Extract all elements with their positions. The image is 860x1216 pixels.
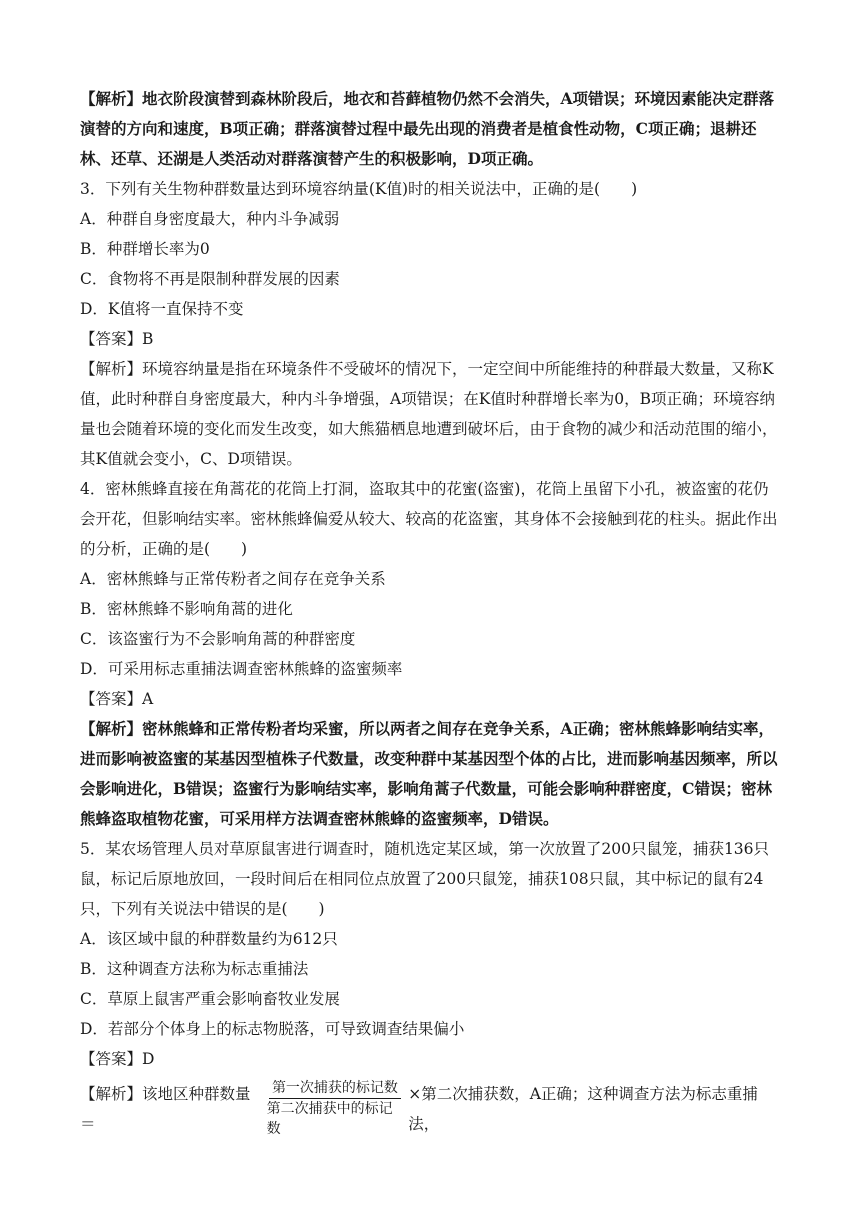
analysis-paragraph: 【解析】环境容纳量是指在环境条件不受破坏的情况下，一定空间中所能维持的种群最大数量，又称K值，此时种群自身密度最大，种内斗争增强，A项错误；在K值时种群增长率为0，B项正确；环境容纳量也会随着环境的变化而发生改变，如大熊猫栖息地遭到破坏后，由于食物的减少和活动范围的缩小，其K值就会变小，C、D项错误。 [80,360,778,468]
formula-tail: ×第二次捕获数，A正确；这种调查方法为标志重捕法， [408,1084,758,1133]
option-a: A．种群自身密度最大，种内斗争减弱 [80,210,340,228]
question-3: 3．下列有关生物种群数量达到环境容纳量(K值)时的相关说法中，正确的是( ) [80,180,638,198]
option-c: C．草原上鼠害严重会影响畜牧业发展 [80,990,340,1008]
option-c: C．该盗蜜行为不会影响角蒿的种群密度 [80,630,356,648]
question-4: 4．密林熊蜂直接在角蒿花的花筒上打洞，盗取其中的花蜜(盗蜜)，花筒上虽留下小孔，被盗蜜的花仍会开花，但影响结实率。密林熊蜂偏爱从较大、较高的花盗蜜，其身体不会接触到花的柱头。据此作出的分析，正确的是( ) [80,480,778,558]
formula-lead: 【解析】该地区种群数量＝ [80,1084,251,1133]
analysis-paragraph: 【解析】地衣阶段演替到森林阶段后，地衣和苔藓植物仍然不会消失，A项错误；环境因素能决定群落演替的方向和速度，B项正确；群落演替过程中最先出现的消费者是植食性动物，C项正确；退耕还林、还草、还湖是人类活动对群落演替产生的积极影响，D项正确。 [80,89,775,168]
option-b: B．种群增长率为0 [80,240,210,258]
answer: 【答案】D [80,1050,155,1068]
answer: 【答案】A [80,690,154,708]
option-d: D．可采用标志重捕法调查密林熊蜂的盗蜜频率 [80,660,403,678]
option-d: D．若部分个体身上的标志物脱落，可导致调查结果偏小 [80,1020,465,1038]
option-b: B．这种调查方法称为标志重捕法 [80,960,309,978]
option-b: B．密林熊蜂不影响角蒿的进化 [80,600,293,618]
option-c: C．食物将不再是限制种群发展的因素 [80,270,340,288]
document-body [80,84,780,1139]
fraction-denominator: 第二次捕获中的标记数 [266,1101,393,1137]
fraction-numerator: 第一次捕获的标记数 [269,1078,401,1099]
answer: 【答案】B [80,330,154,348]
option-d: D．K值将一直保持不变 [80,300,244,318]
analysis-paragraph: 【解析】密林熊蜂和正常传粉者均采蜜，所以两者之间存在竞争关系，A正确；密林熊蜂影响结实率，进而影响被盗蜜的某基因型植株子代数量，改变种群中某基因型个体的占比，进而影响基因频率，所以会影响进化，B错误；盗蜜行为影响结实率，影响角蒿子代数量，可能会影响种群密度，C错误；密林熊蜂盗取植物花蜜，可采用样方法调查密林熊蜂的盗蜜频率，D错误。 [80,719,778,828]
option-a: A．该区域中鼠的种群数量约为612只 [80,930,338,948]
option-a: A．密林熊蜂与正常传粉者之间存在竞争关系 [80,570,386,588]
formula-line [80,1078,780,1139]
fraction [264,1078,407,1139]
question-5: 5．某农场管理人员对草原鼠害进行调查时，随机选定某区域，第一次放置了200只鼠笼，捕获136只鼠，标记后原地放回，一段时间后在相同位点放置了200只鼠笼，捕获108只鼠，其中标记的鼠有24只，下列有关说法中错误的是( ) [80,840,770,918]
